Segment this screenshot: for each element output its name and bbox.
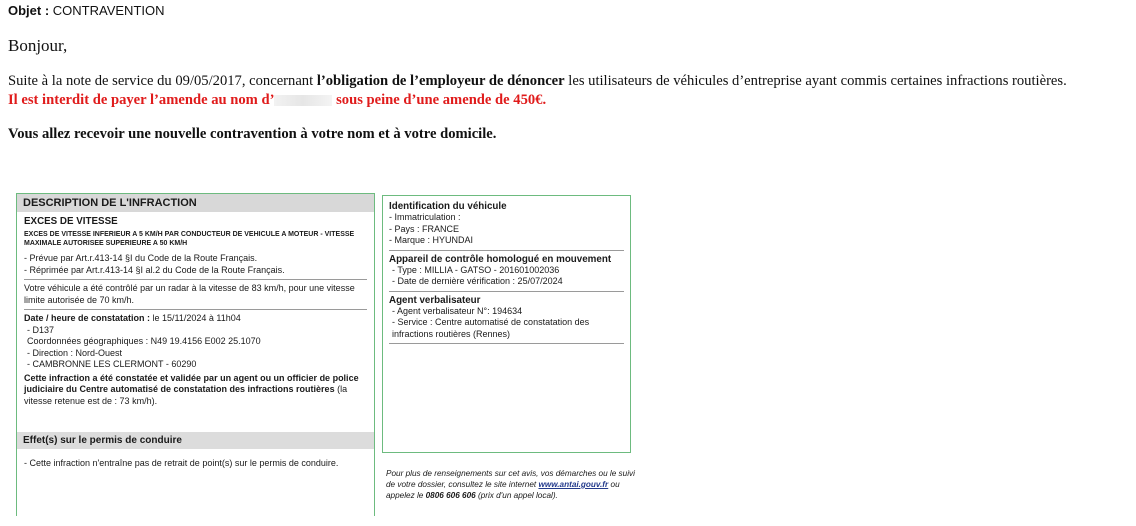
antai-link[interactable]: www.antai.gouv.fr <box>538 480 609 489</box>
radar-control-text: Votre véhicule a été contrôlé par un radar à la vitesse de 83 km/h, pour une vitesse limite autorisée de 70 km/h. <box>24 283 355 305</box>
permis-text: - Cette infraction n'entraîne pas de retrait de point(s) sur le permis de conduire. <box>24 458 339 468</box>
device-title: Appareil de contrôle homologué en mouvement <box>389 253 612 265</box>
device-type: - Type : MILLIA - GATSO - 201601002036 <box>392 264 560 275</box>
validation-text-bold: Cette infraction a été constatée et validée par un agent ou un officier de police judiciaire du Centre automatisé de constatation des infractions routières <box>24 372 359 394</box>
paragraph-notice-part1: Suite à la note de service du 09/05/2017, concernant <box>8 73 317 89</box>
agent-title: Agent verbalisateur <box>389 294 481 306</box>
footer-text1: Pour plus de renseignements sur cet avis, vos démarches ou le suivi de votre dossier, consultez le site internet <box>386 469 635 489</box>
geo-coordinates: Coordonnées géographiques : N49 19.4156 E002 25.1070 <box>27 336 261 346</box>
subject-label: Objet : <box>8 3 50 18</box>
infraction-description: EXCES DE VITESSE INFERIEUR A 5 KM/H PAR CONDUCTEUR DE VEHICULE A MOTEUR - VITESSE MAXIMALE AUTORISEE SUPERIEURE A 50 KM/H <box>24 231 355 247</box>
new-ticket-paragraph: Vous allez recevoir une nouvelle contravention à votre nom et à votre domicile. <box>8 126 497 142</box>
device-verification: - Date de dernière vérification : 25/07/2024 <box>392 276 563 286</box>
divider <box>389 250 624 251</box>
road-name: - D137 <box>27 324 55 335</box>
footer-phone: 0806 606 606 <box>425 491 476 500</box>
warning-part2: sous peine d’une amende de 450€. <box>332 92 547 108</box>
warning-part1: Il est interdit de payer l’amende au nom d’ <box>8 92 275 108</box>
greeting: Bonjour, <box>8 36 68 55</box>
infraction-prevue: - Prévue par Art.r.413-14 §I du Code de la Route Français. <box>24 253 258 263</box>
infraction-panel <box>16 193 375 516</box>
subject-value: CONTRAVENTION <box>52 3 165 18</box>
direction: - Direction : Nord-Ouest <box>27 347 123 358</box>
info-footer <box>386 468 636 501</box>
redacted-company <box>274 95 332 106</box>
constatation-date <box>24 313 367 325</box>
paragraph-notice <box>8 73 1067 90</box>
commune: - CAMBRONNE LES CLERMONT - 60290 <box>27 359 197 369</box>
agent-service: - Service : Centre automatisé de constatation des infractions routières (Rennes) <box>392 317 590 339</box>
divider <box>389 291 624 292</box>
validation-text <box>24 373 367 408</box>
agent-number: - Agent verbalisateur N°: 194634 <box>392 305 523 316</box>
warning-paragraph <box>8 92 546 109</box>
divider <box>24 309 367 310</box>
divider <box>24 279 367 280</box>
vehicle-panel <box>382 195 631 453</box>
subject-line <box>8 3 165 18</box>
vehicle-id-title: Identification du véhicule <box>389 201 507 212</box>
constatation-date-value: le 15/11/2024 à 11h04 <box>150 313 241 323</box>
vehicle-marque: - Marque : HYUNDAI <box>389 235 474 245</box>
vehicle-immatriculation: - Immatriculation : <box>389 212 461 222</box>
footer-text2: ou appelez le <box>386 480 620 500</box>
validation-text-rest: (la vitesse retenue est de : 73 km/h). <box>24 384 348 406</box>
infraction-title: EXCES DE VITESSE <box>24 216 118 227</box>
footer-text3: (prix d'un appel local). <box>475 491 558 500</box>
permis-header: Effet(s) sur le permis de conduire <box>17 432 374 449</box>
constatation-date-label: Date / heure de constatation : <box>24 313 151 323</box>
infraction-reprimee: - Réprimée par Art.r.413-14 §I al.2 du Code de la Route Français. <box>24 264 285 275</box>
paragraph-notice-bold: l’obligation de l’employeur de dénoncer <box>316 73 565 89</box>
paragraph-notice-part2: les utilisateurs de véhicules d’entreprise ayant commis certaines infractions routières. <box>564 73 1067 89</box>
vehicle-pays: - Pays : FRANCE <box>389 223 460 234</box>
divider <box>389 343 624 344</box>
infraction-header: DESCRIPTION DE L'INFRACTION <box>17 194 374 212</box>
